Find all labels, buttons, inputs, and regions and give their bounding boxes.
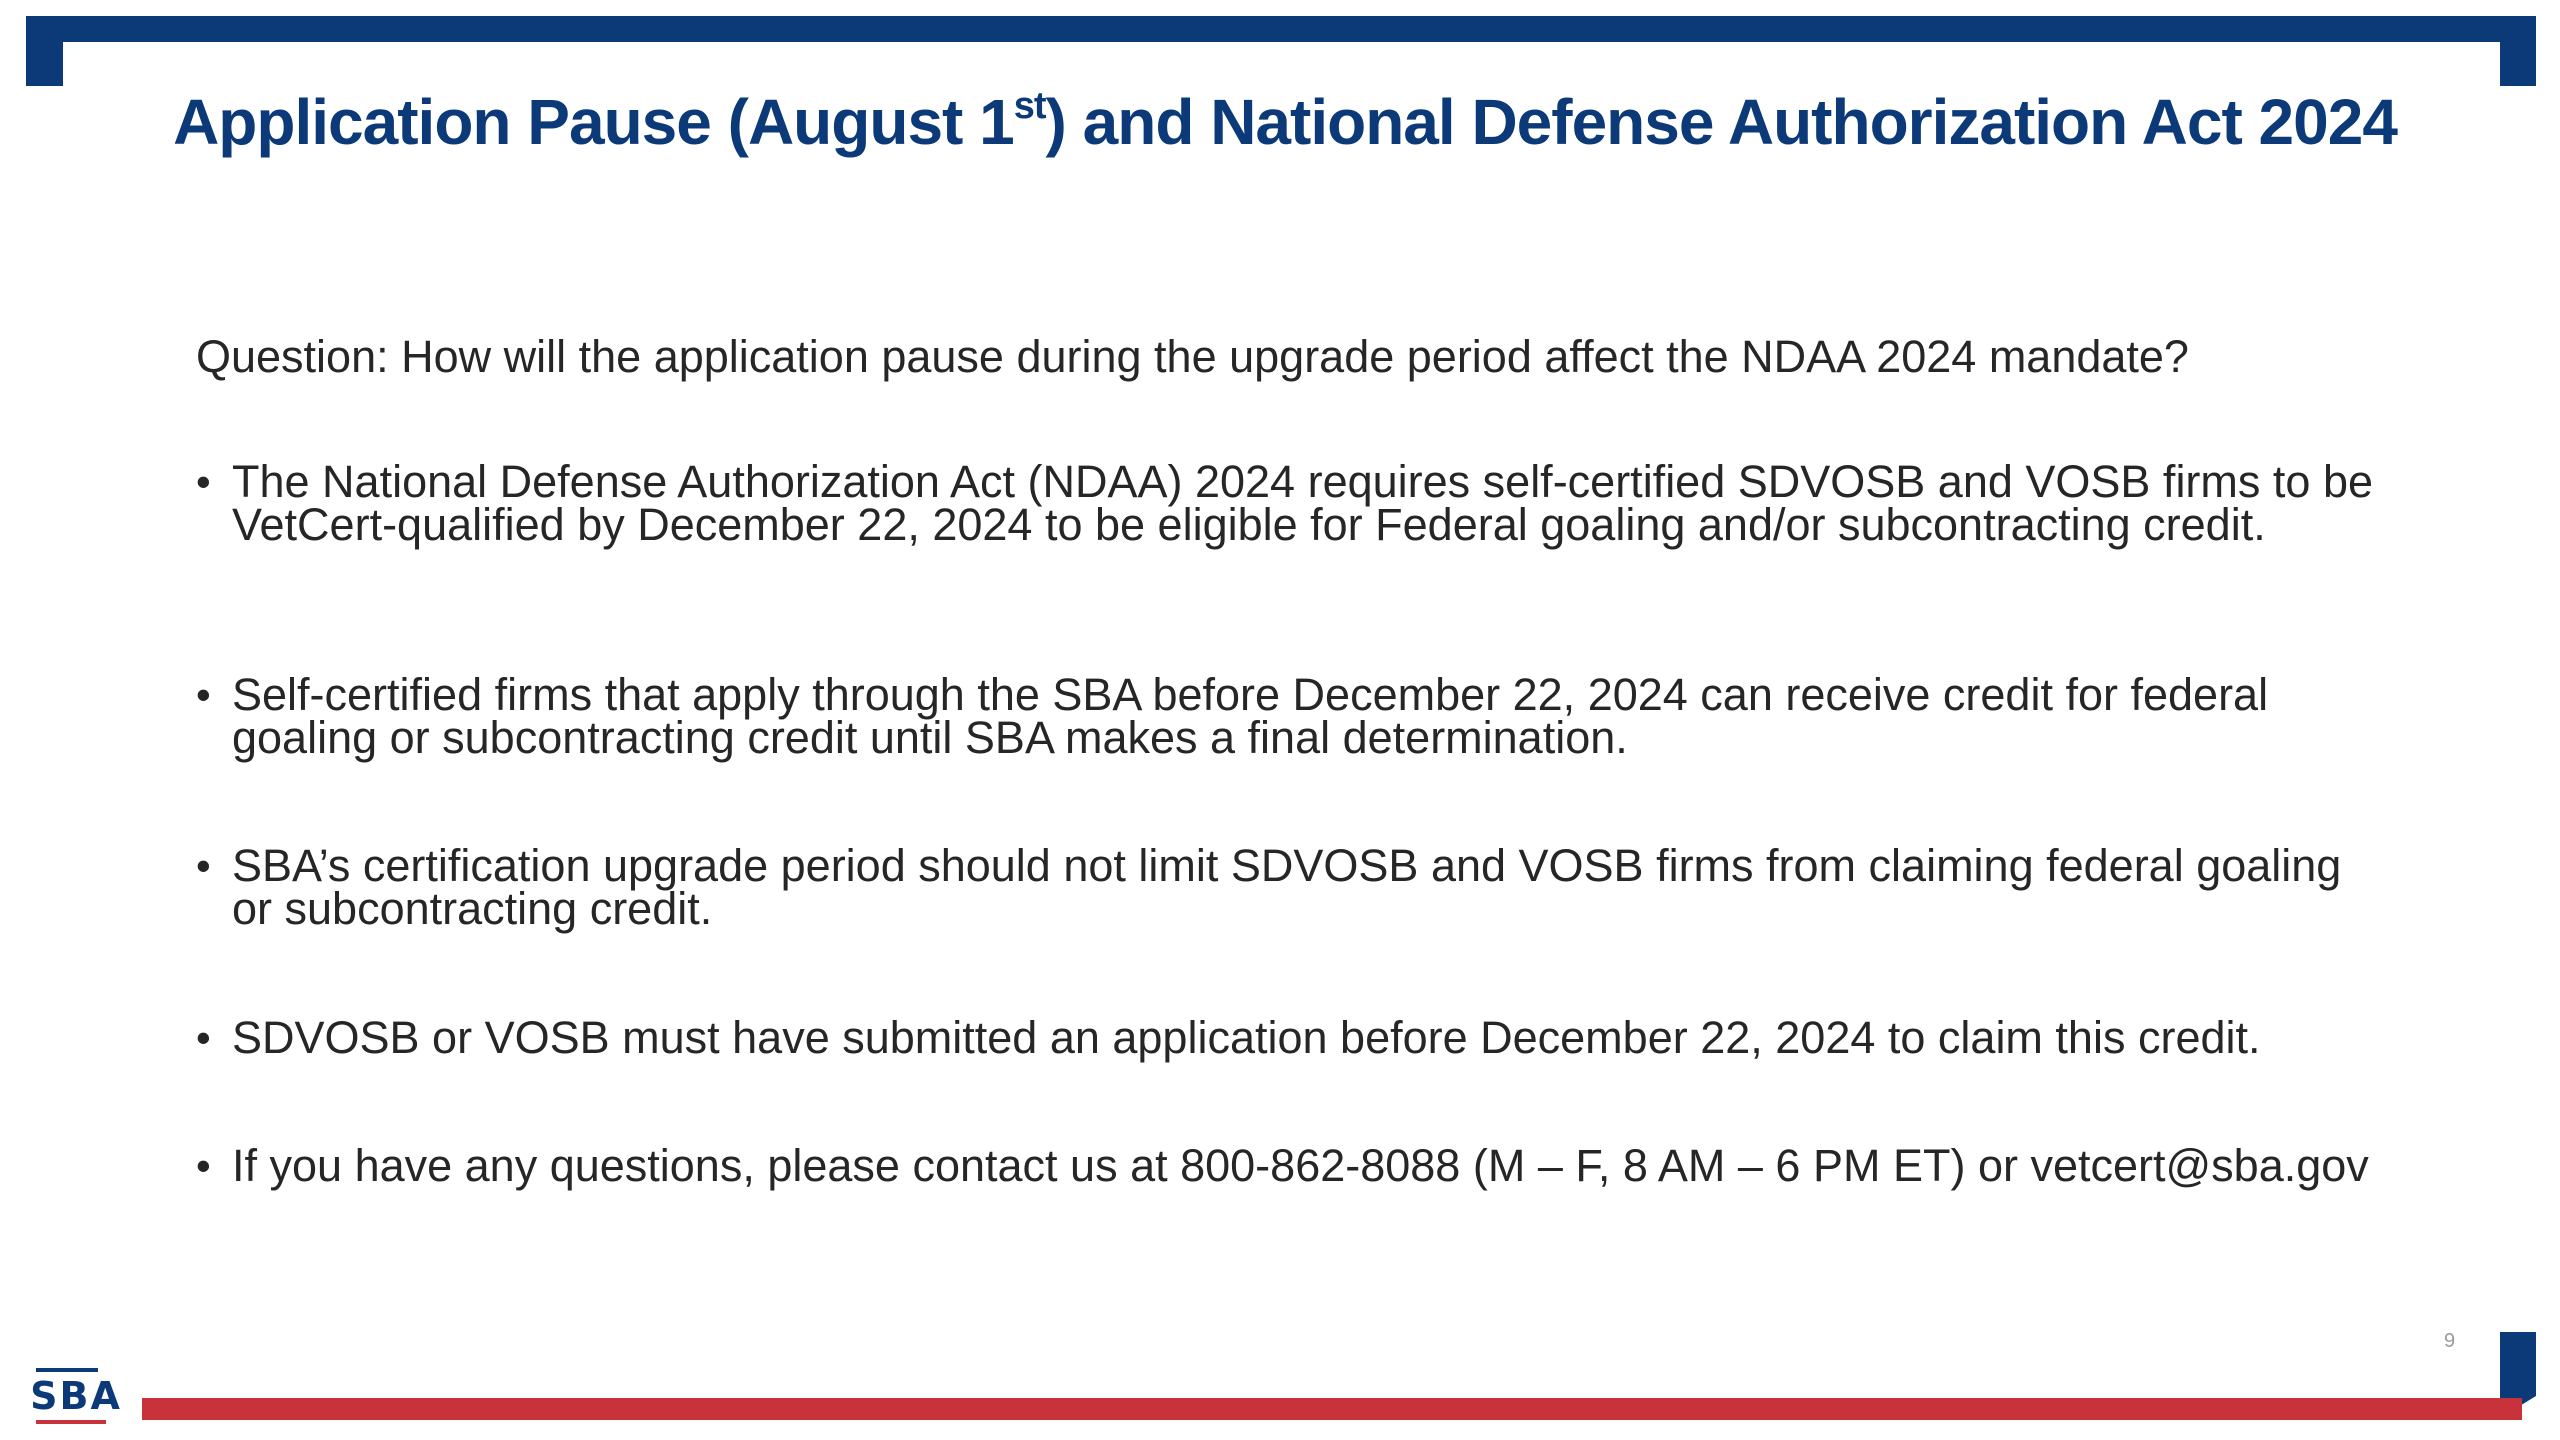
sba-logo xyxy=(26,1364,126,1428)
bullet-marker: • xyxy=(196,671,211,718)
bullet-text: If you have any questions, please contact us at 800-862-8088 (M – F, 8 AM – 6 PM ET) or vetcert@sba.gov xyxy=(232,1140,2369,1191)
logo-bottom-stripe xyxy=(36,1420,106,1424)
page-number: 9 xyxy=(2444,1330,2456,1352)
bullet-text: Self-certified firms that apply through the SBA before December 22, 2024 can receive credit for federal goaling or subcontracting credit until SBA makes a final determination. xyxy=(232,669,2269,763)
slide-title xyxy=(120,82,2450,162)
bullet-marker: • xyxy=(196,1014,211,1061)
logo-top-stripe xyxy=(36,1368,98,1372)
title-superscript: st xyxy=(1013,85,1046,127)
top-frame-bar xyxy=(26,16,2536,42)
logo-text: SBA xyxy=(30,1374,122,1418)
top-right-frame-corner xyxy=(2500,16,2536,86)
bullet-text: The National Defense Authorization Act (NDAA) 2024 requires self-certified SDVOSB and VOSB firms to be VetCert-qualified by December 22, 2024 to be eligible for Federal goaling and/or subcontracting credit. xyxy=(232,456,2373,550)
bullet-text: SBA’s certification upgrade period should not limit SDVOSB and VOSB firms from claiming federal goaling or subcontracting credit. xyxy=(232,840,2342,934)
bullet-marker: • xyxy=(196,842,211,889)
bottom-frame-bar xyxy=(142,1398,2522,1420)
bullet-marker: • xyxy=(196,1142,211,1189)
question-text: Question: How will the application pause during the upgrade period affect the NDAA 2024 mandate? xyxy=(196,331,2189,382)
title-text-part1: Application Pause (August 1 xyxy=(173,86,1014,158)
bullet-marker: • xyxy=(196,458,211,505)
top-left-frame-corner xyxy=(26,16,63,86)
bullet-text: SDVOSB or VOSB must have submitted an application before December 22, 2024 to claim this credit. xyxy=(232,1012,2261,1063)
title-text-part2: ) and National Defense Authorization Act 2024 xyxy=(1045,86,2397,158)
